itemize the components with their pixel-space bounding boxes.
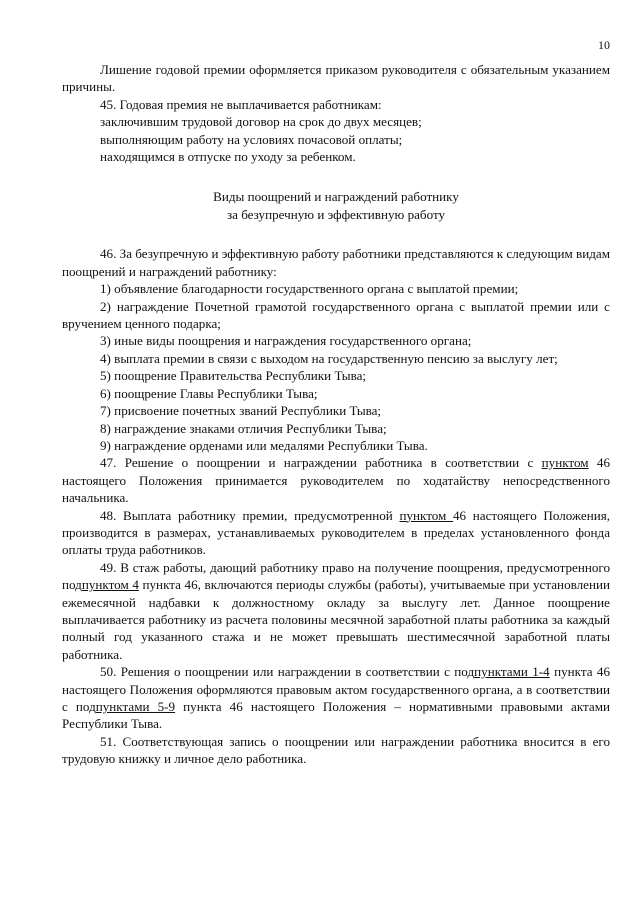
paragraph-49 xyxy=(62,559,610,663)
paragraph-49-text-b: пункта 46, включаются периоды службы (работы), учитываемые при установлении ежемесячной надбавки к должностному окладу за выслугу лет. Данное поощрение выплачивается работнику из расчета половины месячной заработной платы работника за каждый полный год указанного стажа и не может превышать шестимесячной заработной платы работника. xyxy=(62,577,610,662)
paragraph-47 xyxy=(62,454,610,506)
list-item: 3) иные виды поощрения и награждения государственного органа; xyxy=(100,333,472,349)
paragraph-50-text-b: пункта 46 настоящего Положения оформляются правовым актом государственного органа, а в соответствии с под xyxy=(62,664,611,714)
list-item: 6) поощрение Главы Республики Тыва; xyxy=(100,385,318,401)
paragraph-45: 45. Годовая премия не выплачивается работникам: xyxy=(100,96,382,112)
paragraph-48-text-a: 48. Выплата работнику премии, предусмотренной xyxy=(100,507,400,523)
link-punkt-46[interactable]: пунктом xyxy=(399,507,453,523)
section-heading-line-1: Виды поощрений и награждений работнику xyxy=(213,189,459,205)
link-podpunkt-4[interactable]: пунктом 4 xyxy=(81,577,139,593)
section-heading-line-2: за безупречную и эффективную работу xyxy=(226,207,446,223)
paragraph-49-text-a: 49. В стаж работы, дающий работнику право на получение поощрения, предусмотренного под xyxy=(62,559,610,593)
link-podpunkty-1-4[interactable]: пунктами 1-4 xyxy=(474,664,550,680)
list-item: 5) поощрение Правительства Республики Тыва; xyxy=(100,368,367,384)
list-item: находящимся в отпуске по уходу за ребенком. xyxy=(100,149,356,165)
paragraph-46: 46. За безупречную и эффективную работу работники представляются к следующим видам поощрений и награждений работнику: xyxy=(62,246,610,279)
list-item: заключившим трудовой договор на срок до двух месяцев; xyxy=(100,114,422,130)
paragraph-48 xyxy=(62,507,610,559)
list-item: 4) выплата премии в связи с выходом на государственную пенсию за выслугу лет; xyxy=(100,350,558,366)
list-item: выполняющим работу на условиях почасовой оплаты; xyxy=(100,131,403,147)
link-podpunkty-5-9[interactable]: пунктами 5-9 xyxy=(95,699,176,714)
list-item: 8) награждение знаками отличия Республики Тыва; xyxy=(100,420,387,436)
link-punkt-46[interactable]: пунктом xyxy=(541,455,589,471)
paragraph-50-text-a: 50. Решения о поощрении или награждении в соответствии с под xyxy=(100,664,475,680)
paragraph-47-text-b: 46 настоящего Положения принимается руководителем по ходатайству непосредственного начальника. xyxy=(62,455,610,506)
paragraph-47-text-a: 47. Решение о поощрении и награждении работника в соответствии с xyxy=(100,455,542,471)
list-item: 9) награждение орденами или медалями Республики Тыва. xyxy=(100,437,428,453)
page-number: 10 xyxy=(598,38,610,52)
list-item: 1) объявление благодарности государственного органа с выплатой премии; xyxy=(100,281,519,297)
paragraph-50-text-c: пункта 46 настоящего Положения – нормативными правовыми актами Республики Тыва. xyxy=(62,699,610,732)
list-item: 7) присвоение почетных званий Республики Тыва; xyxy=(100,403,382,419)
list-item: 2) награждение Почетной грамотой государственного органа с выплатой премии или с вручением ценного подарка; xyxy=(62,298,610,332)
document-body xyxy=(62,61,610,768)
section-heading xyxy=(62,188,610,224)
paragraph-50 xyxy=(62,663,610,733)
paragraph-48-text-b: 46 настоящего Положения, производится в размерах, устанавливаемых руководителем в пределах установленного фонда оплаты труда работников. xyxy=(62,507,610,558)
paragraph-deprivation: Лишение годовой премии оформляется приказом руководителя с обязательным указанием причины. xyxy=(62,62,610,95)
paragraph-51: 51. Соответствующая запись о поощрении или награждении работника вносится в его трудовую книжку и личное дело работника. xyxy=(62,733,610,767)
